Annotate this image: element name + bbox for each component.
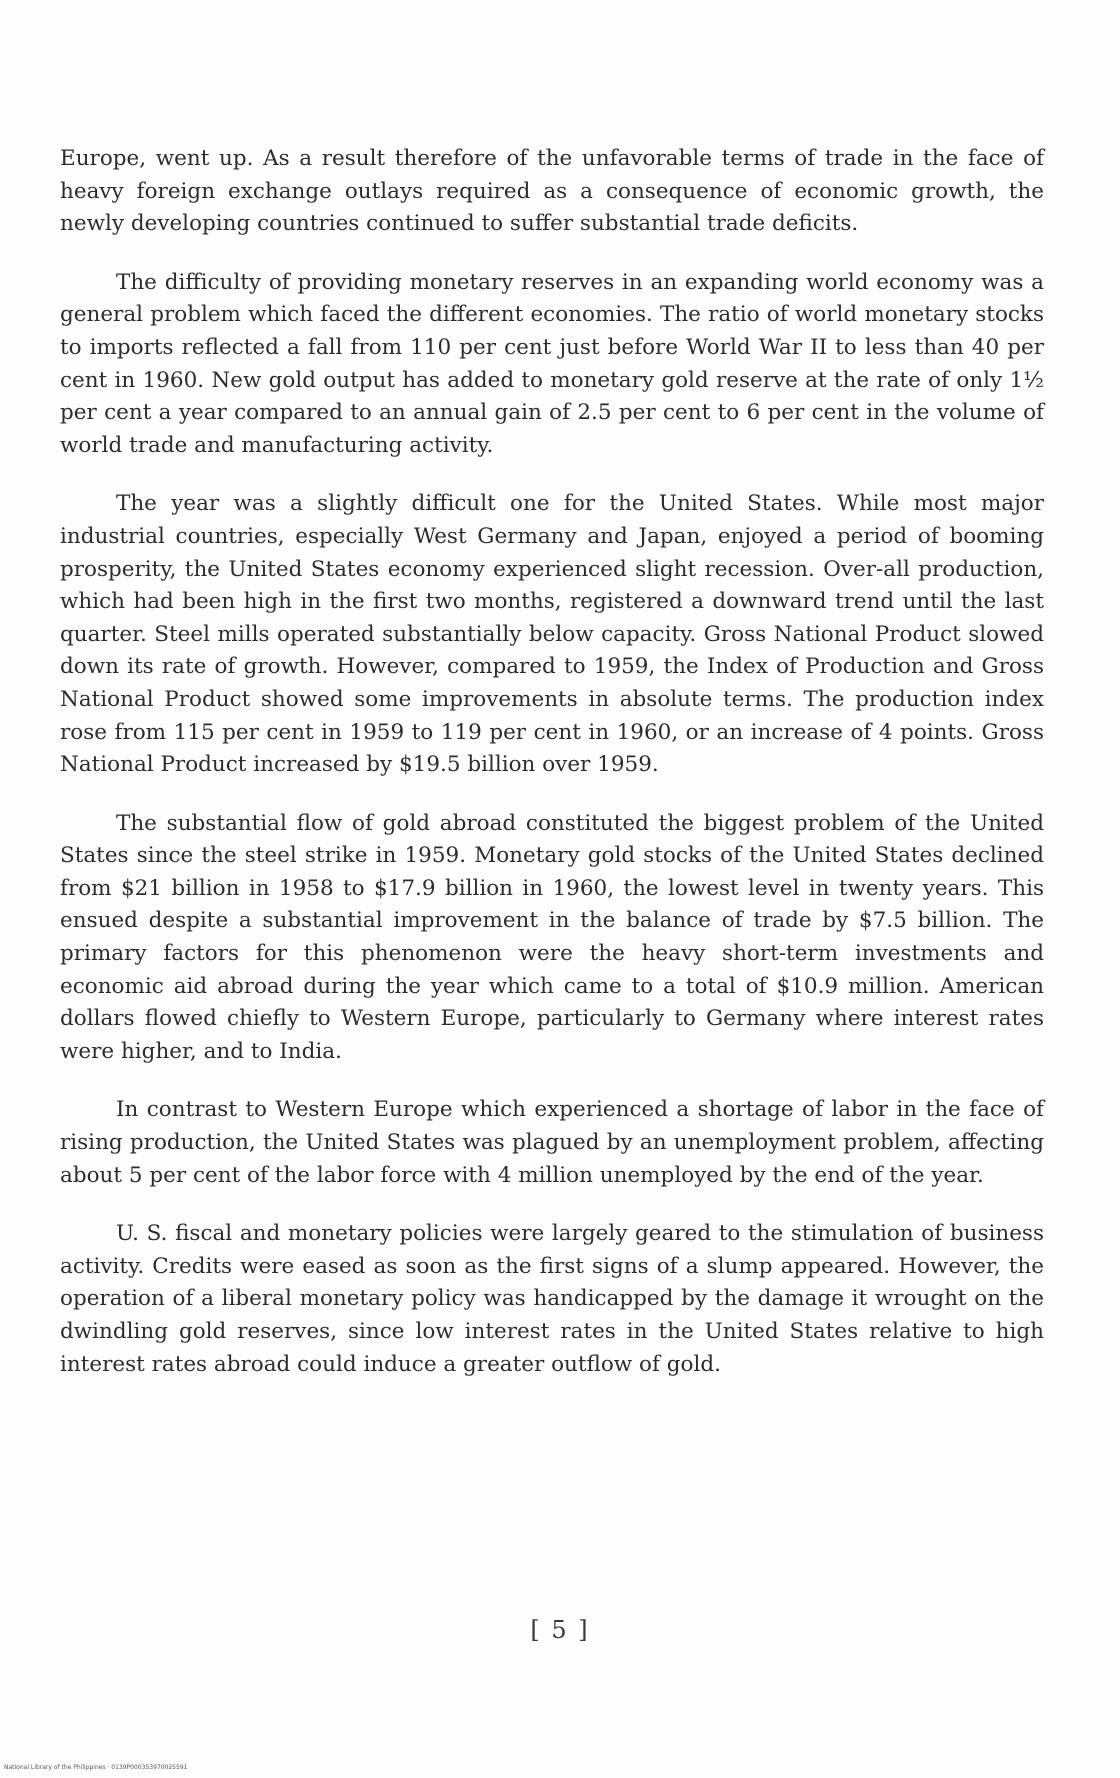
scan-credit: National Library of the Philippines · 0139P000353970025591 (4, 1764, 188, 1771)
paragraph-unemployment: In contrast to Western Europe which experienced a shortage of labor in the face of rising production, the United States was plagued by an unemployment problem, affecting about 5 per cent of the labor force with 4 million unemployed by the end of the year. (60, 1097, 1044, 1188)
paragraph-monetary-reserves: The difficulty of providing monetary reserves in an expanding world economy was a general problem which faced the different economies. The ratio of world monetary stocks to imports reflected a fall from 110 per cent just before World War II to less than 40 per cent in 1960. New gold output has added to monetary gold reserve at the rate of only 1½ per cent a year compared to an annual gain of 2.5 per cent to 6 per cent in the volume of world trade and manufacturing activity. (60, 269, 1044, 458)
body-text (60, 143, 1044, 1407)
paragraph-gold-flow: The substantial flow of gold abroad constituted the biggest problem of the United States since the steel strike in 1959. Monetary gold stocks of the United States declined from $21 billion in 1958 to $17.9 billion in 1960, the lowest level in twenty years. This ensued despite a substantial improvement in the balance of trade by $7.5 billion. The primary factors for this phenomenon were the heavy short-term investments and economic aid abroad during the year which came to a total of $10.9 million. American dollars flowed chiefly to Western Europe, particularly to Germany where interest rates were higher, and to India. (60, 810, 1044, 1064)
page-number: [ 5 ] (530, 1616, 590, 1644)
paragraph-fiscal-policy: U. S. fiscal and monetary policies were largely geared to the stimulation of business activity. Credits were eased as soon as the first signs of a slump appeared. However, the operation of a liberal monetary policy was handicapped by the damage it wrought on the dwindling gold reserves, since low interest rates in the United States relative to high interest rates abroad could induce a greater outflow of gold. (60, 1221, 1044, 1377)
paragraph-united-states-year: The year was a slightly difficult one for the United States. While most major industrial countries, especially West Germany and Japan, enjoyed a period of booming prosperity, the United States economy experienced slight recession. Over-all production, which had been high in the first two months, registered a downward trend until the last quarter. Steel mills operated substantially below capacity. Gross National Product slowed down its rate of growth. However, compared to 1959, the Index of Production and Gross National Product showed some improvements in absolute terms. The production index rose from 115 per cent in 1959 to 119 per cent in 1960, or an increase of 4 points. Gross National Product increased by $19.5 billion over 1959. (60, 491, 1044, 778)
paragraph-continuation: Europe, went up. As a result therefore of the unfavorable terms of trade in the face of heavy foreign exchange outlays required as a consequence of economic growth, the newly developing countries continued to suffer substantial trade deficits. (60, 146, 1044, 237)
